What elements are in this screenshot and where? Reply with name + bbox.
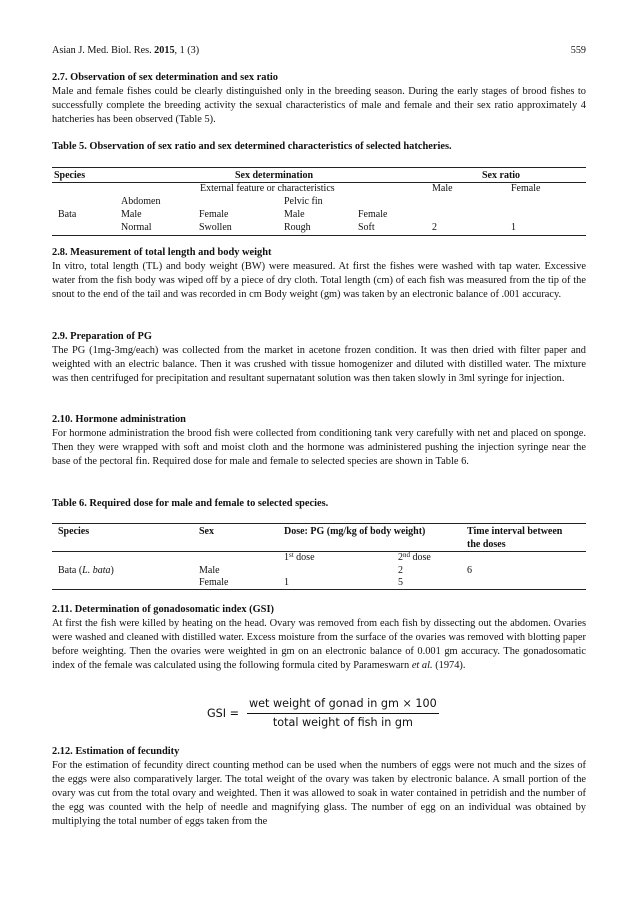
header-species: Species xyxy=(54,170,86,181)
section-2-7 xyxy=(52,71,586,127)
journal-volume: 1 (3) xyxy=(179,45,200,56)
gsi-formula xyxy=(207,697,507,737)
header-interval-line2: the doses xyxy=(467,539,506,550)
header-species: Species xyxy=(58,526,90,537)
cell-rough: Rough xyxy=(284,222,311,233)
header-external-feature: External feature or characteristics xyxy=(200,183,335,194)
section-title: 2.11. Determination of gonadosomatic index (GSI) xyxy=(52,604,274,615)
section-title: 2.12. Estimation of fecundity xyxy=(52,746,180,757)
species-prefix: Bata ( xyxy=(58,565,83,576)
section-2-8 xyxy=(52,246,586,302)
cell-abdomen-female: Female xyxy=(199,209,229,220)
table-5 xyxy=(52,164,586,239)
cell-female: Female xyxy=(199,577,229,588)
header-female: Female xyxy=(511,183,541,194)
table-caption: Table 5. Observation of sex ratio and sex determined characteristics of selected hatcheries. xyxy=(52,141,452,152)
cell-swollen: Swollen xyxy=(199,222,232,233)
table-rule-header xyxy=(52,551,586,552)
section-paragraph: Male and female fishes could be clearly distinguished only in the breeding season. During the early stages of brood fishes to successfully complete the breeding activity the sexual characteristics of male and female and their sex ratio approximately 4 hatcheries has been observed (Table 5). xyxy=(52,85,586,125)
journal-name: Asian J. Med. Biol. Res. xyxy=(52,45,152,56)
cell-species xyxy=(58,564,114,578)
section-paragraph: The PG (1mg-3mg/each) was collected from the market in acetone frozen condition. It was then dried with filter paper and weighted with an electric balance. Then it was crushed with tissue homogenizer and diluted with distilled water. The mixture was then centrifuged for precipitation and resultant supernatant solution was then taken slowly in 3ml syringe for injection. xyxy=(52,344,586,384)
cell-female-dose1: 1 xyxy=(284,577,289,588)
header-pelvic-fin: Pelvic fin xyxy=(284,196,323,207)
section-2-11 xyxy=(52,603,586,673)
header-sex-determination: Sex determination xyxy=(235,170,314,181)
journal-year: 2015 xyxy=(154,45,175,56)
section-2-12 xyxy=(52,745,586,828)
table-rule-top xyxy=(52,167,586,168)
section-paragraph xyxy=(52,617,586,673)
second-dose-suffix: nd xyxy=(403,551,410,559)
species-scientific-name: L. bata xyxy=(82,565,111,576)
section-title: 2.10. Hormone administration xyxy=(52,414,186,425)
table-6 xyxy=(52,520,586,592)
cell-female-dose2: 5 xyxy=(398,577,403,588)
header-dose: Dose: PG (mg/kg of body weight) xyxy=(284,526,426,537)
paragraph-text: At first the fish were killed by heating on the head. Ovary was removed from each fish by dissecting out the abdomen. Ovaries were washed and cleaned with distilled water. Excess moisture from the surface of the ovaries was removed with blotting paper before weighting. Then the ovaries were weighted in gm on an electronic balance of 0.001 gm accuracy. The gonadosomatic index of the female was calculated using the following formula cited by Parameswarn xyxy=(52,617,586,671)
formula-numerator: wet weight of gonad in gm × 100 xyxy=(249,697,437,710)
header-abdomen: Abdomen xyxy=(121,196,161,207)
header-first-dose xyxy=(284,551,315,565)
cell-interval: 6 xyxy=(467,565,472,576)
section-title: 2.9. Preparation of PG xyxy=(52,331,152,342)
paragraph-text-end: (1974). xyxy=(432,659,466,671)
header-interval-line1: Time interval between xyxy=(467,526,563,537)
section-paragraph: For hormone administration the brood fish were collected from conditioning tank very carefully with net and placed on sponge. Then they were wrapped with soft and moist cloth and the hormone was administered pushing the injection syringe near the base of the pectoral fin. Required dose for male and female to selected species are shown in Table 6. xyxy=(52,427,586,467)
table-rule-bottom xyxy=(52,235,586,236)
table-5-caption xyxy=(52,140,586,154)
first-dose-number: 1 xyxy=(284,552,289,563)
section-2-9 xyxy=(52,330,586,386)
section-title: 2.8. Measurement of total length and body weight xyxy=(52,247,272,258)
header-second-dose xyxy=(398,551,431,565)
second-dose-word: dose xyxy=(410,552,431,563)
cell-abdomen-male: Male xyxy=(121,209,142,220)
cell-male-dose2: 2 xyxy=(398,565,403,576)
cell-ratio-female: 1 xyxy=(511,222,516,233)
section-title: 2.7. Observation of sex determination and sex ratio xyxy=(52,72,278,83)
header-sex-ratio: Sex ratio xyxy=(482,170,521,181)
formula-fraction xyxy=(247,697,439,730)
species-suffix: ) xyxy=(110,565,114,576)
cell-pelvic-male: Male xyxy=(284,209,305,220)
formula-denominator: total weight of fish in gm xyxy=(247,713,439,730)
section-2-10 xyxy=(52,413,586,469)
first-dose-word: dose xyxy=(293,552,315,563)
paragraph-italic: et al. xyxy=(411,659,433,671)
cell-pelvic-female: Female xyxy=(358,209,388,220)
table-rule-top xyxy=(52,523,586,524)
first-dose-suffix: st xyxy=(289,551,294,559)
table-rule-bottom xyxy=(52,589,586,590)
section-paragraph: In vitro, total length (TL) and body weight (BW) were measured. At first the fishes were washed with tap water. Excessive water from the fish body was wiped off by a piece of dry cloth. Total length (cm) of each fish was measured from the tip of the snout to the end of the tail and was recorded in cm Body weight (gm) was taken by an electronic balance of .001 accuracy. xyxy=(52,260,586,300)
second-dose-number: 2 xyxy=(398,552,403,563)
cell-normal: Normal xyxy=(121,222,152,233)
formula-lhs: GSI = xyxy=(207,707,240,720)
cell-soft: Soft xyxy=(358,222,375,233)
table-6-caption xyxy=(52,497,586,511)
header-sex: Sex xyxy=(199,526,214,537)
cell-male: Male xyxy=(199,565,220,576)
journal-citation: Asian J. Med. Biol. Res. 2015, 1 (3) xyxy=(52,45,200,56)
cell-ratio-male: 2 xyxy=(432,222,437,233)
page-number: 559 xyxy=(570,45,586,56)
cell-species: Bata xyxy=(58,209,77,220)
running-header xyxy=(52,44,586,58)
table-caption: Table 6. Required dose for male and female to selected species. xyxy=(52,498,329,509)
section-paragraph: For the estimation of fecundity direct counting method can be used when the numbers of eggs were not much and the sizes of the eggs were also comparatively larger. The total weight of the ovary was taken by electronic balance. A small portion of the ovary was cut from the total ovary and weighted. Then it was allowed to soak in water contained in petridish and the number of the egg was counted with the help of needle and magnifying glass. The number of egg on an individual was obtained by multiplying the total number of eggs taken from the xyxy=(52,759,586,827)
header-male: Male xyxy=(432,183,453,194)
